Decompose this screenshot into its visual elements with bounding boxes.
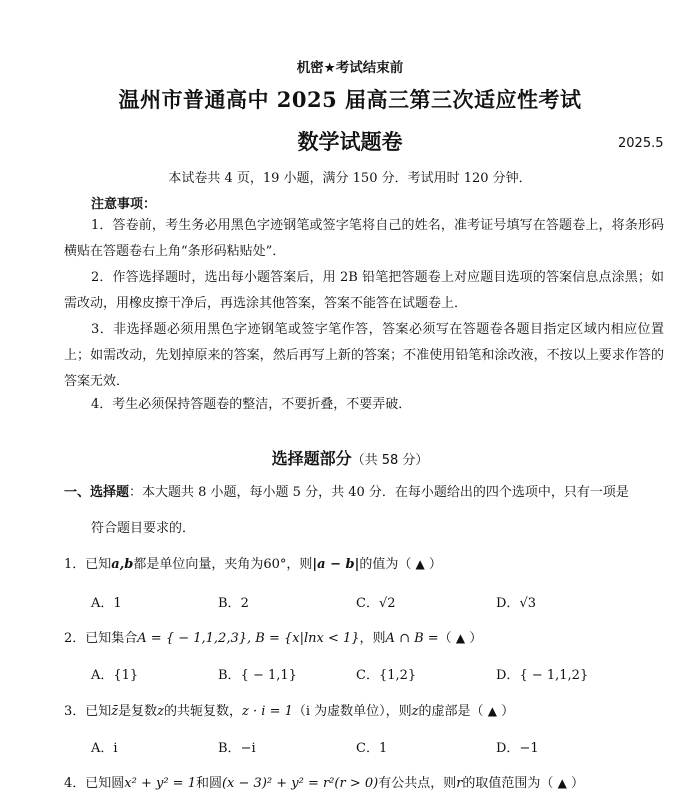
q1-option-a — [91, 592, 122, 611]
q3-z: z — [157, 704, 165, 719]
q3-text-3: （i 为虚数单位），则 — [292, 704, 412, 719]
q3-option-a — [91, 737, 118, 756]
option-value: i — [113, 741, 118, 756]
note-item-4: 4．考生必须保持答题卷的整洁，不要折叠，不要弄破． — [91, 397, 412, 412]
q2-option-a — [91, 664, 138, 683]
question-4 — [64, 772, 584, 791]
question-3 — [64, 700, 514, 719]
note-item-2: 2．作答选择题时，选出每小题答案后，用 2B 铅笔把答题卷上对应题目选项的答案信息点涂黑；如需改动，用橡皮擦干净后，再选涂其他答案，答案不能答在试题卷上． — [64, 270, 664, 311]
option-label: C． — [356, 668, 379, 683]
exam-title: 温州市普通高中 2025 届高三第三次适应性考试 — [118, 87, 582, 112]
option-label: B． — [218, 596, 241, 611]
option-value: −1 — [519, 741, 539, 756]
option-label: D． — [496, 668, 520, 683]
note-item-1: 1．答卷前，考生务必用黑色字迹钢笔或签字笔将自己的姓名，准考证号填写在答题卷上，将条形码横贴在答题卷右上角“条形码粘贴处”． — [64, 218, 664, 259]
option-label: C． — [356, 741, 379, 756]
q2-text-mid: ，则 — [359, 631, 386, 646]
q2-close: ） — [469, 631, 483, 646]
q3-close: ） — [501, 704, 515, 719]
q1-option-c — [356, 592, 396, 611]
q4-text-1: 和圆 — [195, 776, 222, 791]
q2-num: 2．已知集合 — [64, 631, 138, 646]
option-value: {1,2} — [378, 668, 417, 683]
option-label: B． — [218, 741, 241, 756]
q1-option-d — [496, 592, 536, 611]
q2-answer-mark: ▲ — [455, 631, 466, 645]
q2-option-c — [356, 664, 416, 683]
q1-num: 1．已知 — [64, 557, 112, 572]
q1-vector-a: a — [111, 557, 120, 572]
q3-expression: z · i = 1 — [242, 704, 293, 719]
q4-num: 4．已知圆 — [64, 776, 125, 791]
q4-text-2: 有公共点，则 — [378, 776, 457, 791]
option-value: 1 — [113, 596, 122, 611]
q2-text-end: （ — [438, 631, 452, 646]
option-value: √2 — [378, 596, 396, 611]
q3-z-2: z — [411, 704, 419, 719]
q1-comma: , — [119, 557, 125, 572]
notes-title: 注意事项： — [91, 197, 157, 212]
q1-option-b — [218, 592, 249, 611]
q3-option-b — [218, 737, 256, 756]
question-1 — [64, 553, 442, 572]
option-value: { − 1,1,2} — [519, 668, 589, 683]
q4-r: r — [456, 776, 463, 791]
section-points: （共 58 分） — [351, 453, 429, 468]
q1-text-end: 的值为（ — [359, 557, 412, 572]
q3-option-c — [356, 737, 387, 756]
exam-summary: 本试卷共 4 页，19 小题，满分 150 分．考试用时 120 分钟． — [168, 171, 532, 186]
option-label: C． — [356, 596, 379, 611]
q3-option-d — [496, 737, 539, 756]
q1-expression: |a − b| — [312, 557, 360, 572]
confidential-label: 机密★考试结束前 — [296, 60, 404, 76]
option-value: −i — [240, 741, 256, 756]
option-value: 1 — [378, 741, 388, 756]
q4-close: ） — [570, 776, 584, 791]
option-value: √3 — [519, 596, 536, 611]
part-one-label: 一、选择题 — [64, 485, 130, 500]
option-label: A． — [91, 668, 114, 683]
q1-answer-mark: ▲ — [415, 557, 425, 571]
option-label: A． — [91, 741, 114, 756]
q2-option-b — [218, 664, 297, 683]
q4-expression-1: x² + y² = 1 — [124, 776, 196, 791]
section-title — [0, 446, 700, 469]
q3-text-4: 的虚部是（ — [418, 704, 484, 719]
q2-option-d — [496, 664, 588, 683]
q3-text-1: 是复数 — [118, 704, 158, 719]
option-value: {1} — [113, 668, 139, 683]
option-label: A． — [91, 596, 114, 611]
note-item-3: 3．非选择题必须用黑色字迹钢笔或签字笔作答，答案必须写在答题卷各题目指定区域内相应位置上；如需改动，先划掉原来的答案，然后再写上新的答案；不准使用铅笔和涂改液，不按以上要求作答的答案无效． — [64, 322, 664, 389]
q1-close: ） — [428, 557, 442, 572]
q1-vector-b: b — [124, 557, 134, 572]
q3-answer-mark: ▲ — [487, 704, 497, 718]
option-label: D． — [496, 741, 520, 756]
q4-text-3: 的取值范围为（ — [462, 776, 554, 791]
option-label: B． — [218, 668, 241, 683]
q3-num: 3．已知 — [64, 704, 112, 719]
part-one-heading — [64, 481, 629, 500]
exam-subtitle: 数学试题卷 — [297, 130, 403, 154]
q2-expression-2: A ∩ B = — [385, 631, 439, 646]
q1-text-mid: 都是单位向量，夹角为60°，则 — [133, 557, 313, 572]
q3-zbar: z̄ — [111, 704, 119, 719]
part-one-text: ：本大题共 8 小题，每小题 5 分，共 40 分．在每小题给出的四个选项中，只有一项是 — [129, 485, 629, 500]
option-value: { − 1,1} — [240, 668, 297, 683]
q4-expression-2: (x − 3)² + y² = r²(r > 0) — [221, 776, 379, 791]
q2-expression: A = { − 1,1,2,3}, B = {x|lnx < 1} — [137, 631, 360, 646]
section-title-text: 选择题部分 — [271, 449, 352, 468]
option-label: D． — [496, 596, 520, 611]
exam-date: 2025.5 — [618, 136, 664, 151]
option-value: 2 — [240, 596, 249, 611]
part-one-continuation: 符合题目要求的． — [91, 521, 196, 536]
q3-text-2: 的共轭复数， — [164, 704, 243, 719]
question-2 — [64, 627, 482, 646]
q4-answer-mark: ▲ — [557, 776, 567, 790]
